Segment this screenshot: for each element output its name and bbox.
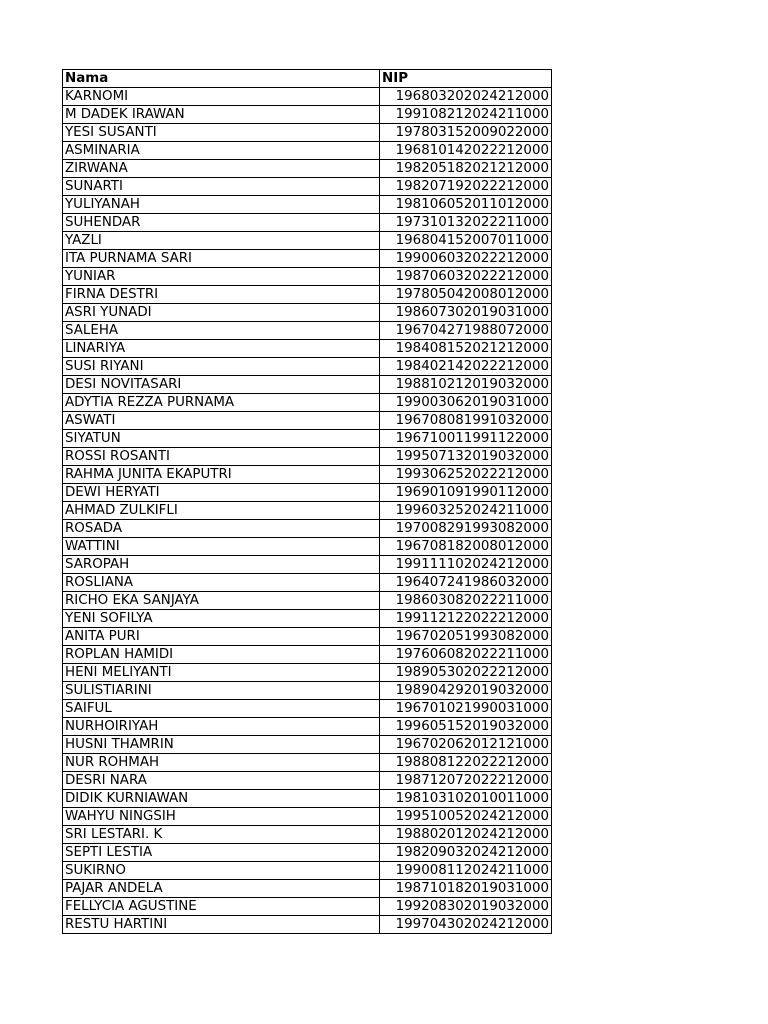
table-row xyxy=(63,214,552,232)
cell-nama: DESRI NARA xyxy=(63,772,380,790)
table-row xyxy=(63,574,552,592)
cell-nip: 199008112024211000 xyxy=(380,862,552,880)
cell-nip: 199111102024212000 xyxy=(380,556,552,574)
table-row xyxy=(63,880,552,898)
cell-nama: WATTINI xyxy=(63,538,380,556)
cell-nip: 197803152009022000 xyxy=(380,124,552,142)
table-row xyxy=(63,538,552,556)
cell-nip: 196804152007011000 xyxy=(380,232,552,250)
table-row xyxy=(63,592,552,610)
cell-nip: 196702051993082000 xyxy=(380,628,552,646)
table-row xyxy=(63,358,552,376)
cell-nip: 197805042008012000 xyxy=(380,286,552,304)
cell-nama: ITA PURNAMA SARI xyxy=(63,250,380,268)
table-row xyxy=(63,304,552,322)
cell-nama: DESI NOVITASARI xyxy=(63,376,380,394)
cell-nip: 198207192022212000 xyxy=(380,178,552,196)
cell-nama: HENI MELIYANTI xyxy=(63,664,380,682)
cell-nip: 198607302019031000 xyxy=(380,304,552,322)
cell-nama: ASMINARIA xyxy=(63,142,380,160)
cell-nama: ASWATI xyxy=(63,412,380,430)
cell-nama: SALEHA xyxy=(63,322,380,340)
cell-nip: 196710011991122000 xyxy=(380,430,552,448)
cell-nip: 199006032022212000 xyxy=(380,250,552,268)
cell-nip: 199003062019031000 xyxy=(380,394,552,412)
table-row xyxy=(63,178,552,196)
cell-nama: WAHYU NINGSIH xyxy=(63,808,380,826)
table-row xyxy=(63,448,552,466)
cell-nama: SUHENDAR xyxy=(63,214,380,232)
cell-nama: YULIYANAH xyxy=(63,196,380,214)
table-row xyxy=(63,682,552,700)
cell-nip: 198408152021212000 xyxy=(380,340,552,358)
cell-nip: 196701021990031000 xyxy=(380,700,552,718)
cell-nip: 198905302022212000 xyxy=(380,664,552,682)
cell-nama: AHMAD ZULKIFLI xyxy=(63,502,380,520)
cell-nip: 198706032022212000 xyxy=(380,268,552,286)
cell-nama: ROPLAN HAMIDI xyxy=(63,646,380,664)
cell-nama: SULISTIARINI xyxy=(63,682,380,700)
table-row xyxy=(63,268,552,286)
cell-nip: 196708081991032000 xyxy=(380,412,552,430)
table-row xyxy=(63,124,552,142)
table-row xyxy=(63,466,552,484)
table-row xyxy=(63,916,552,934)
cell-nama: FELLYCIA AGUSTINE xyxy=(63,898,380,916)
cell-nama: RAHMA JUNITA EKAPUTRI xyxy=(63,466,380,484)
table-row xyxy=(63,718,552,736)
cell-nip: 196901091990112000 xyxy=(380,484,552,502)
cell-nama: YAZLI xyxy=(63,232,380,250)
table-row xyxy=(63,88,552,106)
cell-nama: ROSSI ROSANTI xyxy=(63,448,380,466)
cell-nama: SIYATUN xyxy=(63,430,380,448)
table-row xyxy=(63,502,552,520)
table-row xyxy=(63,556,552,574)
cell-nama: YENI SOFILYA xyxy=(63,610,380,628)
cell-nama: NURHOIRIYAH xyxy=(63,718,380,736)
employee-table xyxy=(62,69,552,934)
table-row xyxy=(63,376,552,394)
table-row xyxy=(63,340,552,358)
cell-nama: DIDIK KURNIAWAN xyxy=(63,790,380,808)
cell-nip: 196704271988072000 xyxy=(380,322,552,340)
cell-nama: ROSADA xyxy=(63,520,380,538)
table-row xyxy=(63,754,552,772)
cell-nama: SUNARTI xyxy=(63,178,380,196)
table-row xyxy=(63,700,552,718)
cell-nama: SAROPAH xyxy=(63,556,380,574)
cell-nama: ZIRWANA xyxy=(63,160,380,178)
table-header-row xyxy=(63,70,552,88)
cell-nama: YUNIAR xyxy=(63,268,380,286)
cell-nip: 199510052024212000 xyxy=(380,808,552,826)
cell-nama: ROSLIANA xyxy=(63,574,380,592)
table-row xyxy=(63,394,552,412)
cell-nip: 199208302019032000 xyxy=(380,898,552,916)
table-row xyxy=(63,808,552,826)
cell-nama: SUKIRNO xyxy=(63,862,380,880)
table-row xyxy=(63,484,552,502)
table-row xyxy=(63,286,552,304)
table-row xyxy=(63,232,552,250)
table-row xyxy=(63,250,552,268)
cell-nip: 199704302024212000 xyxy=(380,916,552,934)
cell-nama: LINARIYA xyxy=(63,340,380,358)
cell-nip: 198808122022212000 xyxy=(380,754,552,772)
cell-nip: 199507132019032000 xyxy=(380,448,552,466)
cell-nip: 198205182021212000 xyxy=(380,160,552,178)
table-row xyxy=(63,826,552,844)
cell-nip: 199605152019032000 xyxy=(380,718,552,736)
cell-nama: ADYTIA REZZA PURNAMA xyxy=(63,394,380,412)
cell-nip: 198106052011012000 xyxy=(380,196,552,214)
cell-nip: 197606082022211000 xyxy=(380,646,552,664)
cell-nama: ANITA PURI xyxy=(63,628,380,646)
table-row xyxy=(63,772,552,790)
table-row xyxy=(63,790,552,808)
cell-nama: SAIFUL xyxy=(63,700,380,718)
column-header-nama: Nama xyxy=(63,70,380,88)
cell-nama: HUSNI THAMRIN xyxy=(63,736,380,754)
cell-nip: 196810142022212000 xyxy=(380,142,552,160)
cell-nama: YESI SUSANTI xyxy=(63,124,380,142)
cell-nip: 198904292019032000 xyxy=(380,682,552,700)
cell-nama: DEWI HERYATI xyxy=(63,484,380,502)
table-row xyxy=(63,322,552,340)
table-row xyxy=(63,898,552,916)
table-row xyxy=(63,646,552,664)
table-row xyxy=(63,628,552,646)
cell-nama: M DADEK IRAWAN xyxy=(63,106,380,124)
cell-nama: KARNOMI xyxy=(63,88,380,106)
cell-nama: SUSI RIYANI xyxy=(63,358,380,376)
table-row xyxy=(63,844,552,862)
cell-nip: 198209032024212000 xyxy=(380,844,552,862)
cell-nama: SEPTI LESTIA xyxy=(63,844,380,862)
table-body xyxy=(63,88,552,934)
cell-nip: 197008291993082000 xyxy=(380,520,552,538)
table-row xyxy=(63,106,552,124)
table-row xyxy=(63,430,552,448)
cell-nip: 197310132022211000 xyxy=(380,214,552,232)
cell-nip: 199603252024211000 xyxy=(380,502,552,520)
cell-nama: RICHO EKA SANJAYA xyxy=(63,592,380,610)
table-row xyxy=(63,664,552,682)
cell-nip: 198810212019032000 xyxy=(380,376,552,394)
cell-nama: NUR ROHMAH xyxy=(63,754,380,772)
cell-nama: RESTU HARTINI xyxy=(63,916,380,934)
table-row xyxy=(63,142,552,160)
cell-nip: 198402142022212000 xyxy=(380,358,552,376)
table-row xyxy=(63,196,552,214)
table-row xyxy=(63,862,552,880)
cell-nama: ASRI YUNADI xyxy=(63,304,380,322)
cell-nip: 196803202024212000 xyxy=(380,88,552,106)
table-row xyxy=(63,160,552,178)
cell-nama: FIRNA DESTRI xyxy=(63,286,380,304)
cell-nip: 198710182019031000 xyxy=(380,880,552,898)
cell-nip: 198712072022212000 xyxy=(380,772,552,790)
table-row xyxy=(63,610,552,628)
column-header-nip: NIP xyxy=(380,70,552,88)
table-row xyxy=(63,412,552,430)
table-row xyxy=(63,736,552,754)
cell-nip: 199108212024211000 xyxy=(380,106,552,124)
cell-nip: 198603082022211000 xyxy=(380,592,552,610)
cell-nip: 199306252022212000 xyxy=(380,466,552,484)
cell-nip: 199112122022212000 xyxy=(380,610,552,628)
table-row xyxy=(63,520,552,538)
cell-nip: 198103102010011000 xyxy=(380,790,552,808)
cell-nama: SRI LESTARI. K xyxy=(63,826,380,844)
cell-nip: 198802012024212000 xyxy=(380,826,552,844)
cell-nip: 196702062012121000 xyxy=(380,736,552,754)
cell-nip: 196407241986032000 xyxy=(380,574,552,592)
cell-nip: 196708182008012000 xyxy=(380,538,552,556)
cell-nama: PAJAR ANDELA xyxy=(63,880,380,898)
